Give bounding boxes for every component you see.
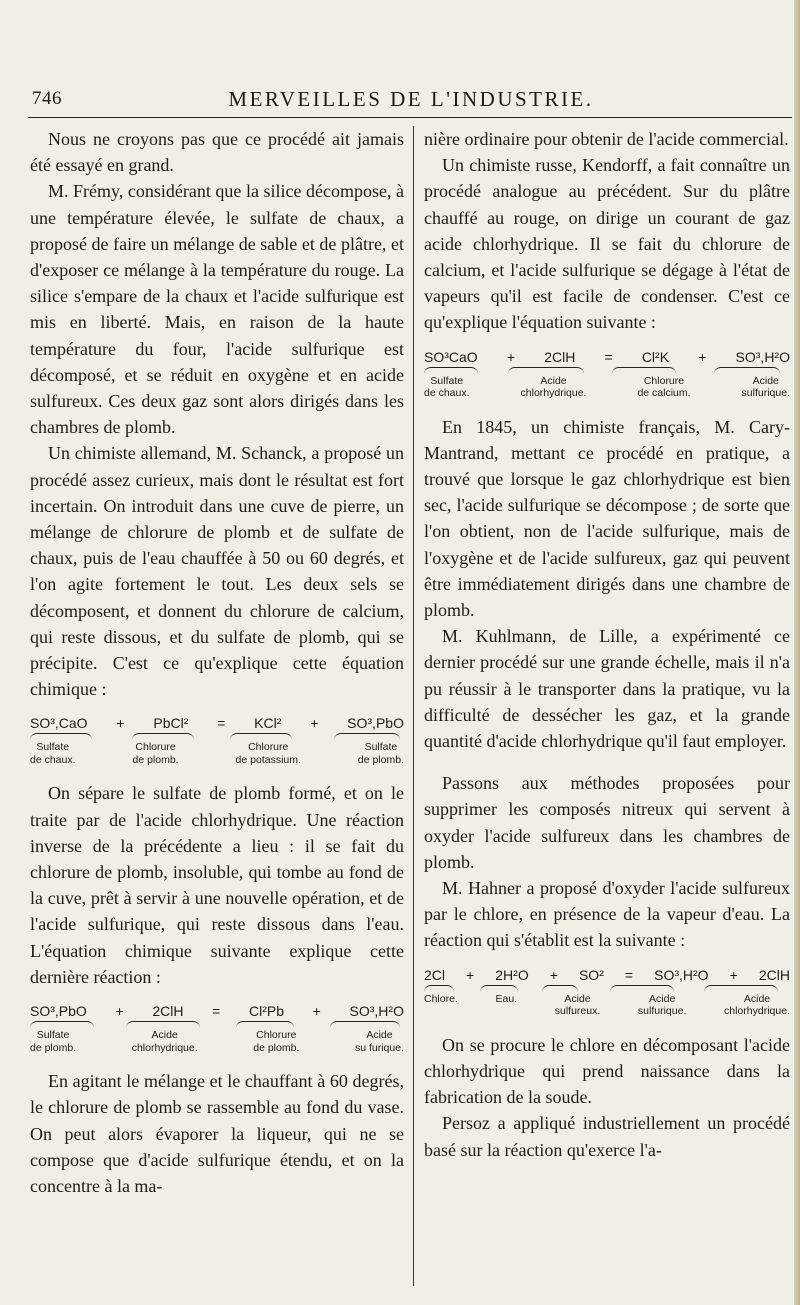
equation-operator: + bbox=[698, 348, 707, 365]
paragraph: Un chimiste allemand, M. Schanck, a proposé un procédé assez curieux, mais dont le résultat est fort incertain. On introduit dans une cuve de pierre, un mélange de chlorure de plomb et de sulfate de chaux, puis de l'eau chauffée à 50 ou 60 degrés, et l'on agite fortement le tout. Les deux sels se décomposent, et donnent du chlorure de calcium, qui reste dissous, et du sulfate de plomb, qui se précipite. C'est ce qu'explique cette équation chimique : bbox=[30, 443, 404, 700]
page-edge bbox=[794, 0, 800, 1305]
paragraph: En agitant le mélange et le chauffant à 60 degrés, le chlorure de plomb se rassemble au fond du vase. On peut alors évaporer la liqueur, qui ne se compose que d'acide sulfurique étendu, et on la concentre à la ma- bbox=[30, 1071, 404, 1196]
equation-operator: = bbox=[212, 1003, 221, 1020]
paragraph: M. Kuhlmann, de Lille, a expérimenté ce dernier procédé sur une grande échelle, mais il n'a pu réussir à le transporter dans la pratique, vu la difficulté de dessécher les gaz, et la grande quantité d'acide chlorhydrique qu'il faut employer. bbox=[424, 626, 790, 752]
brace bbox=[542, 985, 578, 992]
chemical-equation bbox=[424, 348, 790, 400]
equation-label: Sulfate de plomb. bbox=[357, 741, 404, 766]
brace bbox=[612, 367, 676, 374]
equation-term: Cl²Pb bbox=[248, 1003, 284, 1020]
equation-term: PbCl² bbox=[153, 715, 189, 732]
brace bbox=[236, 1021, 294, 1028]
equation-label: Acide chlorhydrique. bbox=[520, 374, 587, 400]
page-header bbox=[30, 84, 792, 116]
equation-label: Chlorure de plomb. bbox=[132, 741, 179, 766]
brace bbox=[132, 733, 194, 740]
equation-label: Acide sulfurique. bbox=[741, 374, 790, 400]
equation-term: Cl²K bbox=[641, 348, 670, 365]
brace bbox=[424, 985, 454, 992]
equation-labels bbox=[424, 993, 790, 1018]
brace bbox=[126, 1021, 200, 1028]
equation-labels bbox=[30, 1029, 404, 1054]
running-title: MERVEILLES DE L'INDUSTRIE. bbox=[228, 87, 594, 111]
equation-label: Chlore. bbox=[424, 992, 458, 1005]
equation-term: SO³,H²O bbox=[349, 1003, 404, 1020]
equation-label: Chlorure de plomb. bbox=[253, 1029, 300, 1054]
paragraph: On sépare le sulfate de plomb formé, et on le traite par de l'acide chlorhydrique. Une réaction inverse de la précédente a lieu : il se fait du chlorure de plomb, insoluble, qui tombe au fond de la cuve, prêt à servir à une nouvelle opération, et de l'acide sulfurique, qui reste dissous dans l'eau. L'équation chimique suivante explique cette dernière réaction : bbox=[30, 783, 404, 987]
paragraph: On se procure le chlore en décomposant l'acide chlorhydrique qui prend naissance dans la fabrication de la soude. bbox=[424, 1034, 790, 1108]
chemical-equation bbox=[30, 1002, 404, 1054]
paragraph: Persoz a appliqué industriellement un procédé basé sur la réaction qu'exerce l'a- bbox=[424, 1113, 790, 1160]
equation-term: SO³,PbO bbox=[30, 1003, 87, 1020]
paragraph: Passons aux méthodes proposées pour supprimer les composés nitreux qui servent à oxyder l'acide sulfureux dans les chambres de plomb. bbox=[424, 773, 790, 872]
equation-term: SO² bbox=[578, 966, 604, 983]
paragraph: Un chimiste russe, Kendorff, a fait connaître un procédé analogue au précédent. Sur du plâtre chauffé au rouge, on dirige un courant de gaz acide chlorhydrique. Il se fait du chlorure de calcium, et l'acide sulfurique se dégage à l'état de vapeurs qu'il est facile de condenser. C'est ce qu'explique l'équation suivante : bbox=[424, 155, 790, 333]
brace bbox=[424, 367, 478, 374]
equation-braces bbox=[424, 367, 790, 375]
equation-operator: + bbox=[466, 966, 475, 983]
page-number: 746 bbox=[32, 88, 62, 109]
equation-terms bbox=[30, 714, 404, 732]
right-column bbox=[424, 126, 790, 1163]
paragraph: M. Hahner a proposé d'oxyder l'acide sulfureux par le chlore, en présence de la vapeur d'eau. La réaction qui s'établit est la suivante : bbox=[424, 878, 790, 951]
equation-terms bbox=[30, 1002, 404, 1020]
chemical-equation bbox=[424, 966, 790, 1018]
brace bbox=[334, 733, 400, 740]
equation-label: Acide su furique. bbox=[354, 1029, 404, 1054]
equation-term: SO³,PbO bbox=[347, 715, 404, 732]
equation-operator: + bbox=[729, 966, 738, 983]
paragraph: nière ordinaire pour obtenir de l'acide commercial. bbox=[424, 129, 789, 149]
equation-operator: + bbox=[115, 1003, 124, 1020]
equation-term: SO³,CaO bbox=[30, 715, 88, 732]
equation-term: SO³CaO bbox=[424, 348, 478, 365]
equation-labels bbox=[424, 375, 790, 400]
equation-braces bbox=[30, 1021, 404, 1029]
left-column bbox=[30, 126, 404, 1199]
equation-operator: = bbox=[624, 966, 634, 983]
equation-term: SO³,H²O bbox=[654, 966, 709, 983]
header-rule bbox=[28, 117, 792, 118]
equation-label: Sulfate de plomb. bbox=[30, 1029, 77, 1054]
equation-term: 2H²O bbox=[495, 966, 529, 983]
brace bbox=[480, 985, 518, 992]
brace bbox=[30, 1021, 94, 1028]
equation-operator: + bbox=[312, 1003, 321, 1020]
equation-term: 2ClH bbox=[758, 966, 790, 983]
paragraph: M. Frémy, considérant que la silice décompose, à une température élevée, le sulfate de chaux, a proposé de faire un mélange de sable et de plâtre, et d'exposer ce mélange à la température du rouge. La silice s'empare de la chaux et l'acide sulfurique est mis en liberté. Mais, en raison de la haute température du four, l'acide sulfurique est décomposé, et se réduit en oxygène et en acide sulfureux. Ces deux gaz sont alors dirigés dans les chambres de plomb. bbox=[30, 181, 404, 438]
equation-braces bbox=[30, 733, 404, 741]
equation-term: 2ClH bbox=[544, 348, 576, 365]
column-divider bbox=[413, 126, 414, 1286]
paragraph: Nous ne croyons pas que ce procédé ait jamais été essayé en grand. bbox=[30, 129, 404, 176]
equation-terms bbox=[424, 966, 790, 984]
equation-label: Acide sulfurique. bbox=[637, 992, 687, 1018]
equation-label: Sulfate de chaux. bbox=[30, 741, 76, 766]
equation-operator: + bbox=[310, 715, 319, 732]
equation-terms bbox=[424, 348, 790, 366]
brace bbox=[330, 1021, 400, 1028]
equation-labels bbox=[30, 741, 404, 766]
equation-label: Acide sulfureux. bbox=[554, 992, 601, 1018]
equation-label: Acide chlorhydrique. bbox=[131, 1029, 198, 1054]
equation-operator: + bbox=[116, 715, 125, 732]
equation-operator: + bbox=[506, 348, 516, 365]
equation-label: Chlorure de calcium. bbox=[637, 374, 691, 400]
equation-term: KCl² bbox=[254, 715, 282, 732]
brace bbox=[508, 367, 584, 374]
chemical-equation bbox=[30, 714, 404, 766]
brace bbox=[714, 367, 780, 374]
brace bbox=[230, 733, 292, 740]
brace bbox=[610, 985, 674, 992]
equation-label: Sulfate de chaux. bbox=[424, 374, 470, 400]
equation-term: 2Cl bbox=[424, 966, 446, 983]
equation-label: Chlorure de potassium. bbox=[235, 741, 301, 766]
equation-term: 2ClH bbox=[152, 1003, 184, 1020]
equation-braces bbox=[424, 985, 790, 993]
equation-operator: + bbox=[549, 966, 558, 983]
brace bbox=[704, 985, 778, 992]
equation-label: Eau. bbox=[495, 992, 518, 1005]
equation-operator: = bbox=[604, 348, 613, 365]
equation-term: SO³,H²O bbox=[735, 348, 790, 365]
equation-operator: = bbox=[217, 715, 226, 732]
brace bbox=[30, 733, 92, 740]
paragraph: En 1845, un chimiste français, M. Cary-Mantrand, mettant ce procédé en pratique, a trouvé que lorsque le gaz chlorhydrique est bien sec, l'acide sulfurique se décompose ; de sorte que l'on obtient, non de l'acide sulfurique, mais de l'oxygène et de l'acide sulfureux, gaz qui peuvent être immédiatement dirigés dans une chambre de plomb. bbox=[424, 416, 790, 621]
equation-label: Acide chlorhydrique. bbox=[724, 992, 790, 1018]
